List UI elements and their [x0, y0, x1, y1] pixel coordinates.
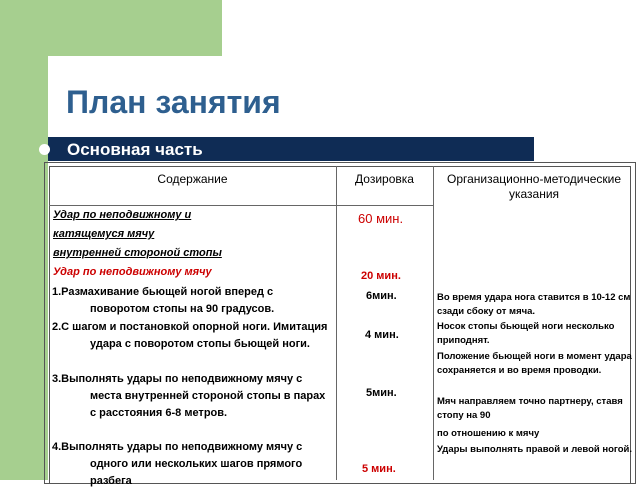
- topic-line: катящемуся мячу: [53, 228, 155, 240]
- method-note: Положение бьющей ноги в момент удара сохраняется и во время проводки.: [437, 351, 632, 376]
- method-note: Удары выполнять правой и левой ногой.: [437, 444, 633, 455]
- slide-title: План занятия: [66, 84, 281, 120]
- bullet-dot-icon: [39, 144, 50, 155]
- method-note: Мяч направляем точно партнеру, ставя стопу на 90: [437, 396, 623, 421]
- section-title: Основная часть: [67, 140, 203, 159]
- dosage-value: 4 мин.: [365, 329, 399, 341]
- header-divider: [336, 205, 433, 206]
- decor-green-top: [48, 0, 222, 56]
- header-dosage: Дозировка: [355, 172, 414, 186]
- method-note: по отношению к мячу: [437, 428, 540, 439]
- exercise-item: 3.Выполнять удары по неподвижному мячу с места внутренней стороной стопы в парах с расстояния 6-8 метров.: [52, 373, 326, 419]
- subtopic-title: Удар по неподвижному мячу: [53, 266, 212, 278]
- exercise-item: 1.Размахивание бьющей ногой вперед с поворотом стопы на 90 градусов.: [52, 286, 275, 315]
- exercise-item: 4.Выполнять удары по неподвижному мячу с одного или нескольких шагов прямого разбега: [52, 441, 303, 487]
- column-divider: [336, 166, 337, 480]
- topic-line: Удар по неподвижному и: [53, 209, 192, 221]
- dosage-total: 60 мин.: [358, 211, 404, 226]
- header-content: Содержание: [157, 172, 228, 186]
- method-note: Носок стопы бьющей ноги несколько приподнят.: [437, 321, 615, 346]
- dosage-subtotal: 20 мин.: [361, 270, 401, 282]
- header-method: Организационно-методические указания: [446, 172, 622, 201]
- dosage-value: 5мин.: [366, 387, 397, 399]
- header-divider: [49, 205, 336, 206]
- exercise-item: 2.С шагом и постановкой опорной ноги. Имитация удара с поворотом стопы бьющей ноги.: [52, 321, 328, 350]
- topic-line: внутренней стороной стопы: [53, 247, 222, 259]
- dosage-value: 5 мин.: [362, 463, 396, 475]
- decor-green-bar: [0, 0, 48, 480]
- column-divider: [433, 166, 434, 480]
- method-note: Во время удара нога ставится в 10-12 см сзади сбоку от мяча.: [437, 292, 631, 317]
- dosage-value: 6мин.: [366, 290, 397, 302]
